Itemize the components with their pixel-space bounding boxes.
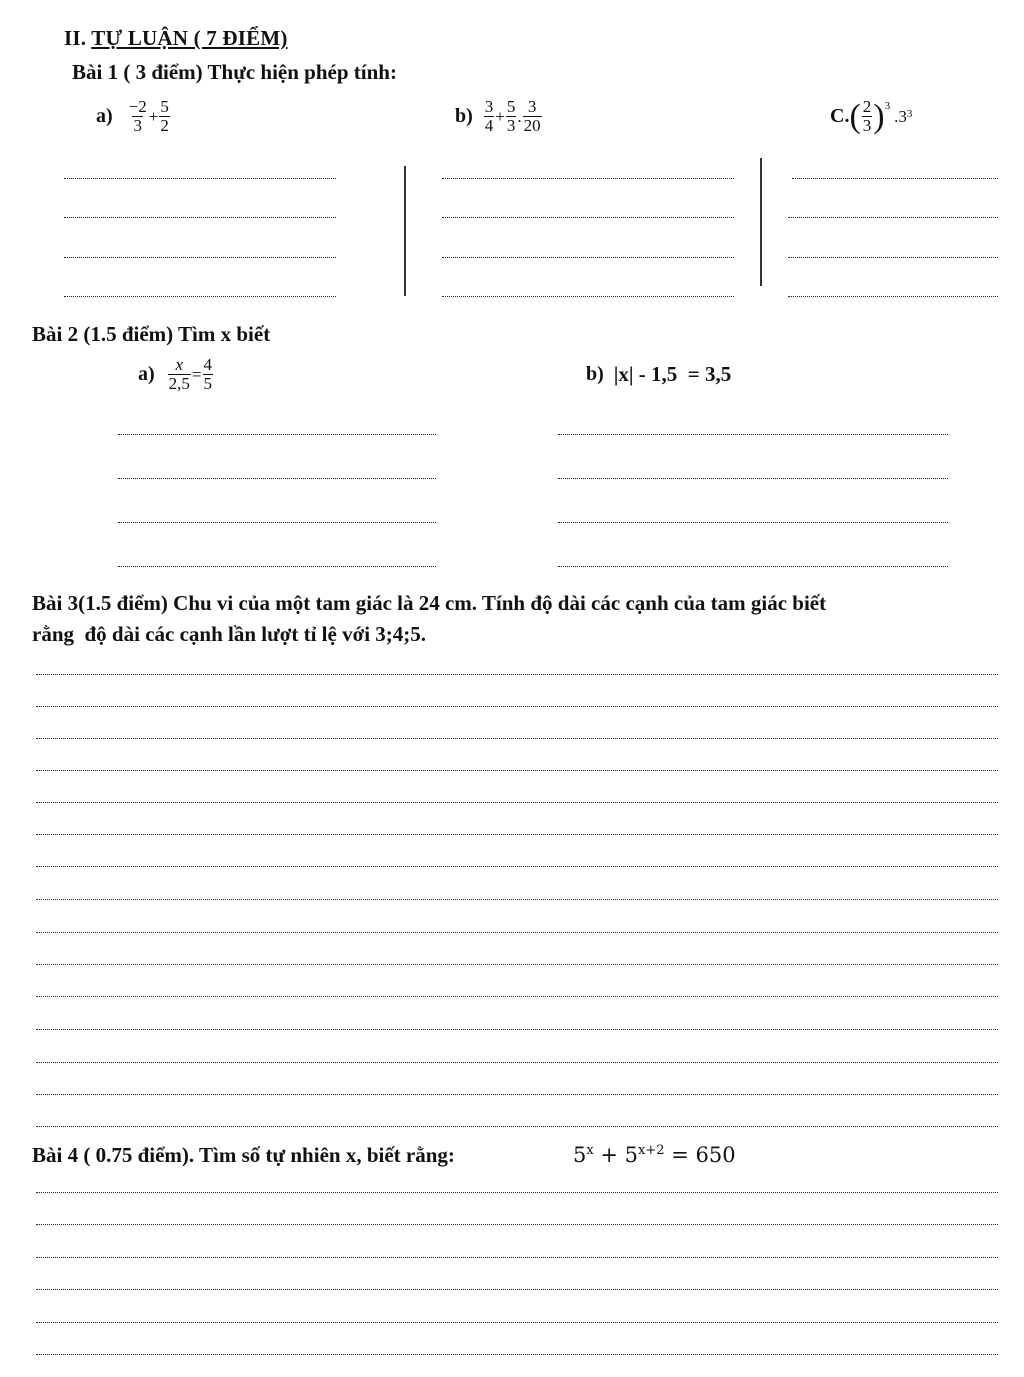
num: 5 [506, 97, 516, 116]
num: 3 [484, 97, 494, 116]
bai1-a [96, 98, 171, 135]
answer-line [36, 899, 998, 900]
answer-line [788, 257, 998, 258]
answer-line [36, 738, 998, 739]
operator: + [148, 106, 159, 126]
answer-line [36, 770, 998, 771]
den: 3 [862, 116, 872, 135]
answer-line [792, 178, 998, 179]
bai1-b-frac1 [484, 98, 495, 135]
answer-line [36, 1257, 998, 1258]
base: 5 [624, 1143, 639, 1167]
answer-line [36, 802, 998, 803]
bai2-a-label: a) [138, 363, 155, 385]
right-paren: ) [873, 97, 885, 135]
answer-line [36, 1062, 998, 1063]
answer-line [558, 566, 948, 567]
bai1-b-frac2 [506, 98, 517, 135]
left-paren: ( [849, 97, 861, 135]
exponent: 3 [884, 100, 891, 112]
num: 5 [160, 97, 169, 116]
bai1-a-frac2 [159, 98, 170, 135]
section-title-prefix: II. [64, 26, 92, 50]
num: 2 [862, 97, 872, 116]
answer-line [64, 296, 336, 297]
answer-line [36, 1354, 998, 1355]
num: x [175, 355, 184, 374]
bai2-b [586, 362, 731, 387]
bai1-a-frac1 [128, 98, 148, 135]
bai1-heading: Bài 1 ( 3 điểm) Thực hiện phép tính: [72, 60, 397, 84]
answer-line [442, 257, 734, 258]
bai2-a-frac1 [168, 356, 191, 393]
answer-line [442, 217, 734, 218]
bai2-b-expression: |x| - 1,5 = 3,5 [613, 362, 732, 386]
answer-line [36, 1289, 998, 1290]
den: 4 [484, 116, 494, 135]
operator: . [517, 106, 522, 126]
answer-line [36, 1224, 998, 1225]
operator: = [191, 364, 202, 384]
exponent: x [586, 1143, 594, 1158]
operator: + [495, 106, 505, 126]
bai1-b-frac3 [523, 98, 542, 135]
den: 3 [506, 116, 516, 135]
bai2-heading: Bài 2 (1.5 điểm) Tìm x biết [32, 322, 271, 346]
bai1-c-frac [862, 98, 873, 135]
answer-line [36, 674, 998, 675]
den: 2 [160, 116, 169, 135]
bai4-equation [573, 1143, 736, 1167]
section-title-text: TỰ LUẬN ( 7 ĐIỂM) [91, 26, 288, 50]
section-title [64, 26, 288, 51]
bai1-c [830, 98, 912, 135]
answer-line [36, 1094, 998, 1095]
plus: + [593, 1143, 625, 1167]
bai4-heading: Bài 4 ( 0.75 điểm). Tìm số tự nhiên x, biết rằng: [32, 1143, 455, 1167]
answer-line [558, 478, 948, 479]
column-divider [760, 158, 762, 286]
bai1-b [455, 98, 543, 135]
answer-line [36, 1126, 998, 1127]
answer-line [118, 478, 436, 479]
bai1-b-label: b) [455, 105, 473, 127]
answer-line [64, 217, 336, 218]
bai3-line1: Bài 3(1.5 điểm) Chu vi của một tam giác là 24 cm. Tính độ dài các cạnh của tam giác biết [32, 591, 827, 615]
rhs: = 650 [664, 1143, 736, 1167]
answer-line [36, 706, 998, 707]
bai2-a [138, 356, 214, 393]
answer-line [36, 932, 998, 933]
answer-line [788, 217, 998, 218]
den: 3 [133, 116, 142, 135]
bai3-line2: rằng độ dài các cạnh lần lượt tỉ lệ với 3;4;5. [32, 622, 427, 646]
den: 5 [203, 374, 213, 393]
num: −2 [128, 97, 147, 116]
answer-line [36, 1192, 998, 1193]
answer-line [64, 257, 336, 258]
bai1-c-label: C. [830, 105, 850, 127]
exponent: 3 [906, 108, 913, 120]
exponent: x+2 [638, 1143, 665, 1158]
num: 3 [527, 97, 537, 116]
answer-line [118, 434, 436, 435]
answer-line [64, 178, 336, 179]
answer-line [118, 566, 436, 567]
answer-line [442, 296, 734, 297]
bai2-a-frac2 [203, 356, 214, 393]
answer-line [442, 178, 734, 179]
answer-line [558, 522, 948, 523]
column-divider [404, 166, 406, 296]
answer-line [36, 1029, 998, 1030]
answer-line [36, 1322, 998, 1323]
answer-line [118, 522, 436, 523]
answer-line [558, 434, 948, 435]
den: 2,5 [168, 374, 190, 393]
answer-line [36, 996, 998, 997]
answer-line [36, 834, 998, 835]
answer-line [788, 296, 998, 297]
base: 5 [573, 1143, 587, 1167]
tail: .3 [894, 106, 907, 126]
den: 20 [523, 116, 541, 135]
answer-line [36, 964, 998, 965]
bai1-a-label: a) [96, 105, 113, 127]
answer-line [36, 866, 998, 867]
bai2-b-label: b) [586, 363, 604, 385]
num: 4 [203, 355, 213, 374]
